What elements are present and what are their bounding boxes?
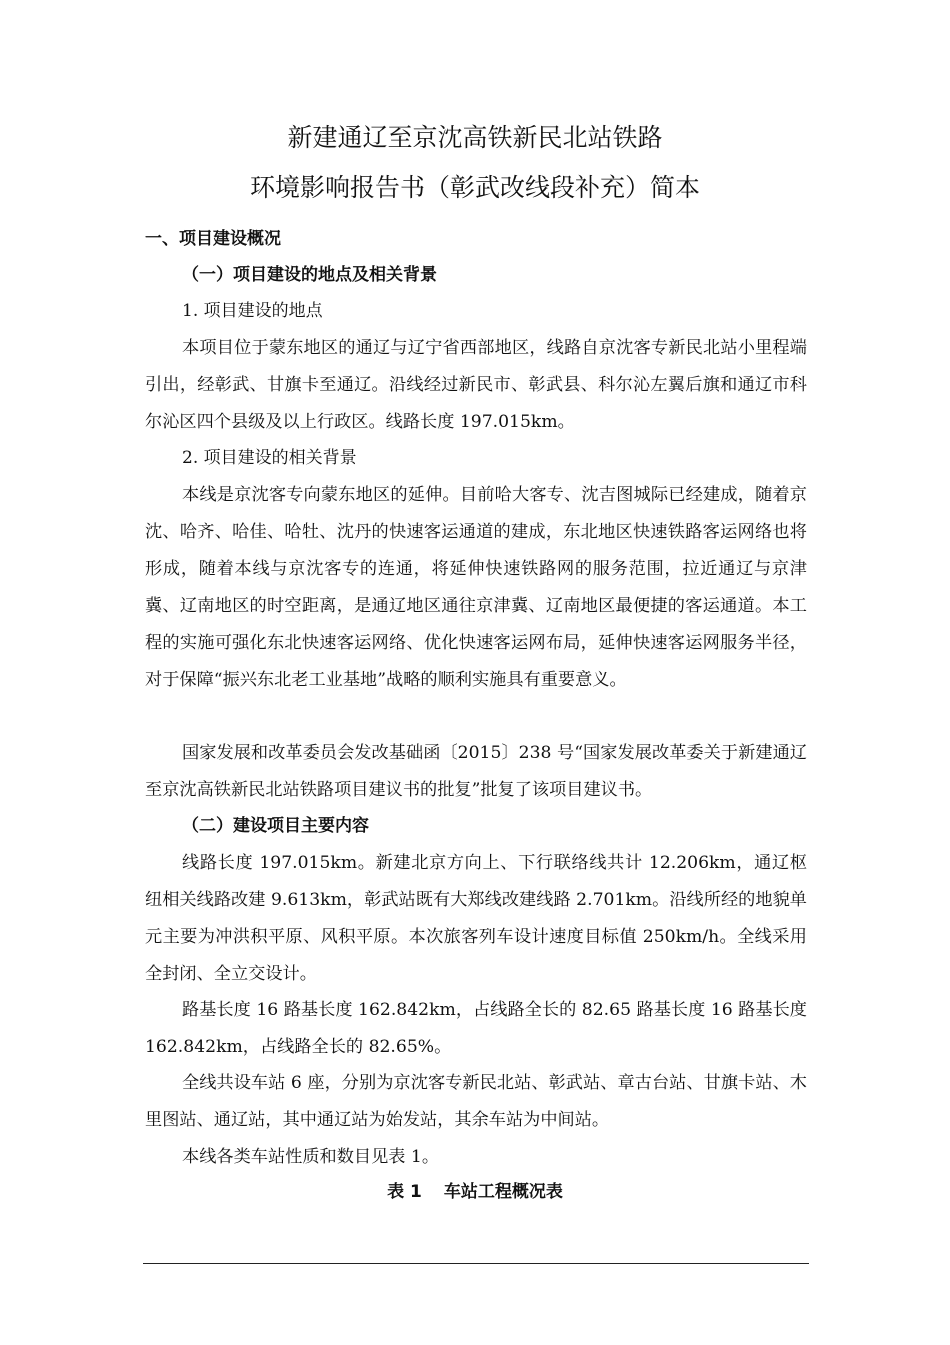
subsection1-heading: （一）项目建设的地点及相关背景 [182, 265, 437, 285]
content-paragraph-4: 本线各类车站性质和数目见表 1。 [182, 1147, 440, 1167]
item1-heading: 1. 项目建设的地点 [182, 301, 323, 321]
item1-paragraph: 本项目位于蒙东地区的通辽与辽宁省西部地区，线路自京沈客专新民北站小里程端引出，经彰武、甘旗卡至通辽。沿线经过新民市、彰武县、科尔沁左翼后旗和通辽市科尔沁区四个县级及以上行政区。线路长度 197.015km。 [145, 338, 807, 432]
table-caption [145, 1180, 805, 1204]
subsection2-heading: （二）建设项目主要内容 [182, 816, 369, 836]
footer-rule [143, 1263, 809, 1264]
section1-heading: 一、项目建设概况 [145, 229, 281, 249]
content-paragraph-2: 路基长度 16 路基长度 162.842km，占线路全长的 82.65 路基长度 16 路基长度 162.842km，占线路全长的 82.65%。 [145, 1000, 807, 1057]
document-title-line2: 环境影响报告书（彰武改线段补充）简本 [249, 173, 700, 202]
document-title-line1: 新建通辽至京沈高铁新民北站铁路 [287, 123, 663, 152]
content-paragraph-3: 全线共设车站 6 座，分别为京沈客专新民北站、彰武站、章古台站、甘旗卡站、木里图站、通辽站，其中通辽站为始发站，其余车站为中间站。 [145, 1073, 807, 1130]
table-caption-text: 车站工程概况表 [443, 1182, 563, 1202]
content-paragraph-1: 线路长度 197.015km。新建北京方向上、下行联络线共计 12.206km，通辽枢纽相关线路改建 9.613km，彰武站既有大郑线改建线路 2.701km。沿线所经的地貌单元主要为冲洪积平原、风积平原。本次旅客列车设计速度目标值 250km/h。全线采用全封闭、全立交设计。 [145, 853, 807, 984]
item2-heading: 2. 项目建设的相关背景 [182, 448, 357, 468]
item2-paragraph-1: 本线是京沈客专向蒙东地区的延伸。目前哈大客专、沈吉图城际已经建成，随着京沈、哈齐、哈佳、哈牡、沈丹的快速客运通道的建成，东北地区快速铁路客运网络也将形成，随着本线与京沈客专的连通，将延伸快速铁路网的服务范围，拉近通辽与京津冀、辽南地区的时空距离，是通辽地区通往京津冀、辽南地区最便捷的客运通道。本工程的实施可强化东北快速客运网络、优化快速客运网布局，延伸快速客运网服务半径，对于保障“振兴东北老工业基地”战略的顺利实施具有重要意义。 [145, 485, 807, 690]
table-caption-number: 表 1 [387, 1182, 422, 1202]
item2-paragraph-2: 国家发展和改革委员会发改基础函〔2015〕238 号“国家发展改革委关于新建通辽至京沈高铁新民北站铁路项目建议书的批复”批复了该项目建议书。 [145, 743, 807, 800]
